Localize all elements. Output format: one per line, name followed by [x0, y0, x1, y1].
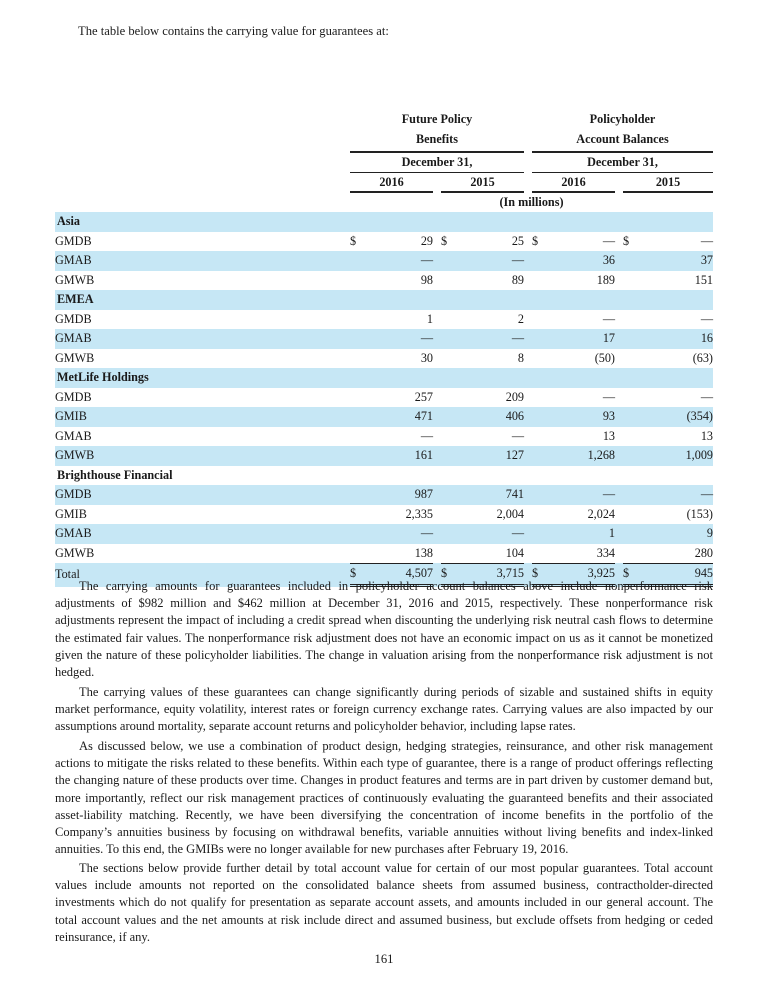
value-cell: 98	[420, 272, 433, 287]
currency-symbol	[441, 310, 455, 330]
section-header-row	[55, 212, 713, 232]
value-cell: —	[511, 428, 524, 443]
year-header: 2016	[350, 173, 433, 193]
value-cell: 25	[511, 233, 524, 248]
value-cell: —	[546, 485, 615, 505]
column-gap	[524, 329, 532, 349]
value-cell: 16	[637, 329, 713, 349]
currency-symbol	[532, 427, 546, 447]
column-gap	[433, 310, 441, 330]
column-gap	[615, 329, 623, 349]
future-policy-benefits-header: Future Policy Benefits	[350, 110, 524, 153]
currency-symbol	[350, 485, 364, 505]
row-label: GMDB	[55, 311, 92, 326]
total-label: Total	[55, 563, 350, 587]
row-label: GMIB	[55, 407, 350, 427]
column-gap	[524, 388, 532, 408]
value-cell: 30	[420, 350, 433, 365]
date-header-row	[55, 153, 713, 173]
value-cell: 93	[546, 407, 615, 427]
row-label: GMWB	[55, 350, 95, 365]
column-gap	[433, 349, 441, 369]
value-cell: —	[700, 311, 713, 326]
currency-symbol	[350, 407, 364, 427]
column-gap	[615, 407, 623, 427]
table-row	[55, 232, 713, 252]
table-row	[55, 446, 713, 466]
value-cell: (63)	[692, 350, 713, 365]
value-cell: —	[602, 389, 615, 404]
value-cell: 1,009	[637, 446, 713, 466]
column-gap	[433, 446, 441, 466]
table-row	[55, 524, 713, 544]
currency-symbol	[441, 349, 455, 369]
total-value: 3,925	[546, 563, 615, 587]
currency-symbol	[441, 485, 455, 505]
currency-symbol	[441, 329, 455, 349]
column-gap	[524, 310, 532, 330]
currency-symbol: $	[623, 233, 630, 248]
row-label: GMAB	[55, 251, 350, 271]
value-cell: 471	[364, 407, 433, 427]
column-gap	[524, 232, 532, 252]
column-gap	[615, 232, 623, 252]
column-gap	[433, 544, 441, 564]
page-number: 161	[374, 952, 394, 966]
value-cell: 36	[546, 251, 615, 271]
value-cell: 17	[546, 329, 615, 349]
currency-symbol	[441, 427, 455, 447]
column-gap	[433, 271, 441, 291]
value-cell: 37	[637, 251, 713, 271]
column-gap	[524, 427, 532, 447]
value-cell: 1	[546, 524, 615, 544]
currency-symbol	[623, 251, 637, 271]
column-gap	[524, 407, 532, 427]
row-label: GMAB	[55, 329, 350, 349]
column-gap	[433, 251, 441, 271]
value-cell: 13	[602, 428, 615, 443]
table-row	[55, 251, 713, 271]
column-gap	[615, 388, 623, 408]
currency-symbol	[441, 505, 455, 525]
value-cell: 161	[364, 446, 433, 466]
currency-symbol	[350, 251, 364, 271]
row-label: GMDB	[55, 389, 92, 404]
column-gap	[524, 485, 532, 505]
currency-symbol: $	[532, 233, 539, 248]
currency-symbol	[350, 524, 364, 544]
value-cell: 151	[694, 272, 713, 287]
column-gap	[433, 505, 441, 525]
currency-symbol	[441, 524, 455, 544]
value-cell: 741	[455, 485, 524, 505]
value-cell: (354)	[637, 407, 713, 427]
value-cell: 209	[505, 389, 524, 404]
total-value: 945	[637, 563, 713, 587]
table-row	[55, 388, 713, 408]
currency-symbol	[532, 407, 546, 427]
value-cell: 406	[455, 407, 524, 427]
value-cell: 2,004	[496, 506, 524, 521]
paragraph-nonperformance: The carrying amounts for guarantees included in policyholder account balances above include nonperformance risk adjustments of $982 million and $462 million at December 31, 2016 and 2015, respectively. These nonperformance risk adjustments represent the impact of including a credit spread when discounting the underlying risk neutral cash flows to determine the estimated fair values. The nonperformance risk adjustment does not have an economic impact on us as it cannot be monetized given the nature of these policyholder liabilities. The change in valuation arising from the nonperformance risk adjustment is not hedged.	[55, 579, 713, 680]
value-cell: 2,024	[587, 506, 615, 521]
currency-symbol	[623, 271, 637, 291]
column-gap	[524, 251, 532, 271]
column-gap	[433, 485, 441, 505]
currency-symbol	[350, 427, 364, 447]
currency-symbol	[623, 407, 637, 427]
table-row	[55, 407, 713, 427]
paragraph-risk-management: As discussed below, we use a combination of product design, hedging strategies, reinsurance, and other risk management actions to mitigate the risks related to these benefits. Within each type of guarantee, there is a range of product offerings reflecting the changing nature of these products over time. Changes in product features and terms are in part driven by customer demand but, more importantly, reflect our risk management practices of continuously evaluating the guaranteed benefits and their associated asset-liability matching. Recently, we have been diversifying the concentration of income benefits in the portfolio of the Company’s annuities business by focusing on withdrawal benefits, variable annuities without living benefits and index-linked annuities. To this end, the GMIBs were no longer available for new purchases after February 19, 2016.	[55, 739, 713, 857]
row-label: GMWB	[55, 446, 350, 466]
currency-symbol	[441, 544, 455, 564]
value-cell: 280	[694, 545, 713, 560]
currency-symbol	[532, 524, 546, 544]
row-label: GMAB	[55, 524, 350, 544]
currency-symbol	[441, 271, 455, 291]
currency-symbol	[350, 505, 364, 525]
section-header-row	[55, 368, 713, 388]
currency-symbol	[350, 329, 364, 349]
paragraph-carrying-values: The carrying values of these guarantees can change significantly during periods of sizable and sustained shifts in equity market performance, equity volatility, interest rates or foreign currency exchange rates. Carrying values are also impacted by our assumptions around mortality, separate account returns and policyholder behavior, including lapse rates.	[55, 685, 713, 734]
date-header: December 31,	[350, 153, 524, 173]
column-gap	[615, 524, 623, 544]
currency-symbol	[532, 544, 546, 564]
currency-symbol	[350, 446, 364, 466]
currency-symbol	[532, 485, 546, 505]
value-cell: —	[420, 428, 433, 443]
currency-symbol	[441, 388, 455, 408]
value-cell: 104	[505, 545, 524, 560]
column-gap	[524, 524, 532, 544]
column-gap	[524, 505, 532, 525]
value-cell: —	[364, 524, 433, 544]
table-row	[55, 427, 713, 447]
value-cell: 29	[420, 233, 433, 248]
value-cell: 2	[517, 311, 524, 326]
currency-symbol	[441, 251, 455, 271]
column-gap	[524, 544, 532, 564]
column-gap	[615, 485, 623, 505]
row-label: GMWB	[55, 272, 95, 287]
row-label: GMDB	[55, 485, 350, 505]
column-gap	[524, 446, 532, 466]
total-value: 4,507	[364, 563, 433, 587]
currency-symbol	[623, 427, 637, 447]
currency-symbol	[623, 446, 637, 466]
table-row	[55, 310, 713, 330]
table-row	[55, 329, 713, 349]
year-header: 2016	[532, 173, 615, 193]
currency-symbol	[623, 544, 637, 564]
column-gap	[433, 329, 441, 349]
currency-symbol: $	[350, 233, 357, 248]
value-cell: —	[455, 329, 524, 349]
row-label: GMAB	[55, 428, 92, 443]
table-row	[55, 485, 713, 505]
value-cell: 2,335	[405, 506, 433, 521]
value-cell: 89	[511, 272, 524, 287]
currency-symbol	[623, 485, 637, 505]
value-cell: —	[602, 233, 615, 248]
total-value: 3,715	[455, 563, 524, 587]
section-header-row	[55, 466, 713, 486]
value-cell: —	[455, 251, 524, 271]
policyholder-account-balances-header: Policyholder Account Balances	[532, 110, 713, 153]
value-cell: 13	[700, 428, 713, 443]
currency-symbol: $	[623, 563, 637, 587]
value-cell: 257	[414, 389, 433, 404]
column-gap	[615, 271, 623, 291]
value-cell: —	[364, 329, 433, 349]
year-header: 2015	[623, 173, 713, 193]
currency-symbol	[350, 310, 364, 330]
currency-symbol	[623, 524, 637, 544]
column-gap	[433, 388, 441, 408]
table-row	[55, 544, 713, 564]
currency-symbol	[350, 388, 364, 408]
value-cell: (153)	[686, 506, 713, 521]
value-cell: 8	[517, 350, 524, 365]
group-header-row	[55, 110, 713, 153]
column-gap	[615, 349, 623, 369]
units-row	[55, 193, 713, 213]
value-cell: —	[455, 524, 524, 544]
year-header: 2015	[441, 173, 524, 193]
value-cell: —	[700, 233, 713, 248]
currency-symbol: $	[441, 233, 448, 248]
table-row	[55, 271, 713, 291]
column-gap	[615, 251, 623, 271]
currency-symbol	[623, 349, 637, 369]
currency-symbol	[441, 407, 455, 427]
section-name: EMEA	[55, 290, 713, 310]
row-label: GMDB	[55, 233, 92, 248]
currency-symbol	[532, 251, 546, 271]
paragraph-sections-below: The sections below provide further detail by total account value for certain of our most popular guarantees. Total account values include amounts not reported on the consolidated balance sheets from assumed business, contractholder-directed investments which do not qualify for presentation as separate account assets, and amounts included in our general account. The total account values and the net amounts at risk include direct and assumed business, but exclude offsets from hedging or ceded reinsurance, if any.	[55, 861, 713, 944]
column-gap	[433, 427, 441, 447]
currency-symbol	[532, 310, 546, 330]
value-cell: 1	[426, 311, 433, 326]
section-header-row	[55, 290, 713, 310]
value-cell: —	[637, 485, 713, 505]
column-gap	[615, 544, 623, 564]
table-row	[55, 505, 713, 525]
column-gap	[615, 310, 623, 330]
date-header: December 31,	[532, 153, 713, 173]
currency-symbol	[532, 349, 546, 369]
column-gap	[615, 446, 623, 466]
value-cell: 987	[364, 485, 433, 505]
column-gap	[433, 407, 441, 427]
value-cell: 334	[596, 545, 615, 560]
column-gap	[615, 427, 623, 447]
currency-symbol	[532, 505, 546, 525]
currency-symbol	[623, 329, 637, 349]
currency-symbol	[350, 544, 364, 564]
units-label: (In millions)	[499, 194, 564, 209]
section-name: Brighthouse Financial	[57, 467, 173, 482]
currency-symbol	[350, 349, 364, 369]
value-cell: 9	[637, 524, 713, 544]
value-cell: 189	[596, 272, 615, 287]
intro-text: The table below contains the carrying value for guarantees at:	[78, 24, 389, 38]
currency-symbol	[623, 505, 637, 525]
currency-symbol	[532, 329, 546, 349]
currency-symbol: $	[532, 563, 546, 587]
value-cell: (50)	[594, 350, 615, 365]
row-label: GMIB	[55, 506, 87, 521]
year-header-row	[55, 173, 713, 193]
value-cell: 127	[455, 446, 524, 466]
value-cell: 138	[414, 545, 433, 560]
section-name: Asia	[55, 212, 713, 232]
section-name: MetLife Holdings	[55, 368, 713, 388]
currency-symbol: $	[350, 563, 364, 587]
column-gap	[433, 524, 441, 544]
currency-symbol	[532, 271, 546, 291]
value-cell: —	[602, 311, 615, 326]
row-label: GMWB	[55, 545, 95, 560]
currency-symbol	[441, 446, 455, 466]
guarantees-table	[55, 110, 713, 587]
currency-symbol	[532, 446, 546, 466]
value-cell: 1,268	[546, 446, 615, 466]
value-cell: —	[364, 251, 433, 271]
column-gap	[524, 271, 532, 291]
column-gap	[615, 505, 623, 525]
currency-symbol	[532, 388, 546, 408]
value-cell: —	[700, 389, 713, 404]
currency-symbol	[350, 271, 364, 291]
column-gap	[433, 232, 441, 252]
currency-symbol: $	[441, 563, 455, 587]
column-gap	[524, 349, 532, 369]
table-row	[55, 349, 713, 369]
currency-symbol	[623, 388, 637, 408]
currency-symbol	[623, 310, 637, 330]
